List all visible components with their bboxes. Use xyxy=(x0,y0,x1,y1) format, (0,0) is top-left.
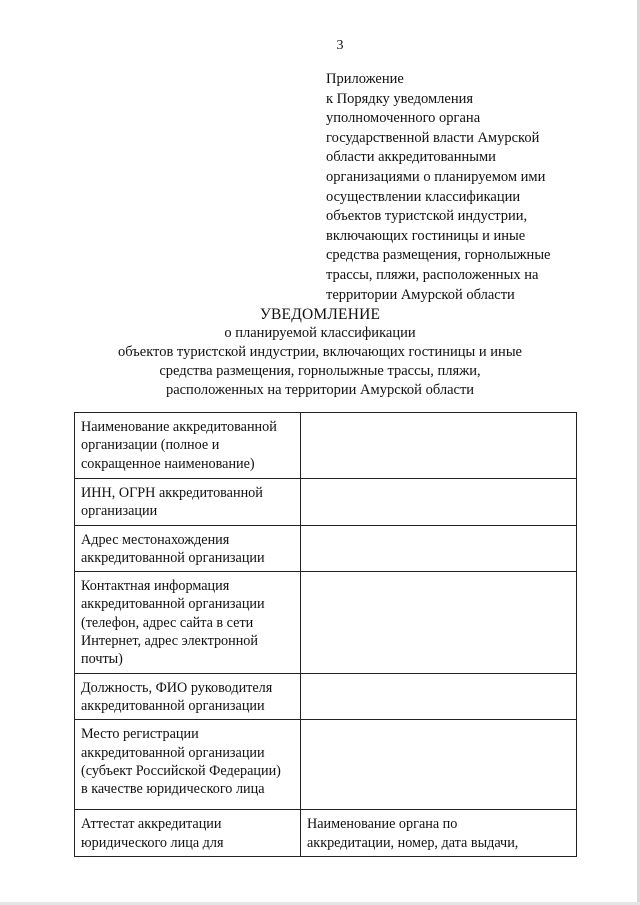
form-table-row xyxy=(75,525,577,572)
document-heading: УВЕДОМЛЕНИЕ xyxy=(259,306,381,323)
field-label-cell xyxy=(75,413,301,479)
field-label-line: аккредитованной организации xyxy=(81,744,265,761)
title-line: о планируемой классификации xyxy=(224,325,416,341)
field-label-line: почты) xyxy=(81,651,123,668)
field-label-line: Аттестат аккредитации xyxy=(81,816,222,833)
field-label-line: Адрес местонахождения xyxy=(81,531,230,548)
form-table-row xyxy=(75,479,577,526)
field-label-line: Место регистрации xyxy=(81,726,199,743)
page-number: 3 xyxy=(336,38,344,53)
form-table-row xyxy=(75,720,577,810)
field-label-line: Контактная информация xyxy=(81,578,230,595)
appendix-block xyxy=(326,70,596,305)
field-label-line: аккредитованной организации xyxy=(81,549,265,566)
field-label-cell xyxy=(75,720,301,810)
form-table-row xyxy=(75,810,577,857)
form-table-row xyxy=(75,673,577,720)
field-label-line: (субъект Российской Федерации) xyxy=(81,762,281,779)
form-table-row xyxy=(75,413,577,479)
appendix-line: включающих гостиницы и иные xyxy=(326,227,526,244)
field-label-line: ИНН, ОГРН аккредитованной xyxy=(81,485,263,501)
field-value-line: Наименование органа по xyxy=(307,816,458,833)
document-title xyxy=(60,305,580,400)
field-value-cell xyxy=(301,572,577,673)
form-table-row xyxy=(75,572,577,673)
appendix-line: организациями о планируемом ими xyxy=(326,168,546,185)
appendix-line: средства размещения, горнолыжные xyxy=(326,247,551,264)
field-label-line: Должность, ФИО руководителя xyxy=(81,679,273,696)
notification-form-table xyxy=(74,412,577,857)
title-line: объектов туристской индустрии, включающих гостиницы и иные xyxy=(118,344,522,360)
appendix-line: объектов туристской индустрии, xyxy=(326,208,528,225)
field-value-cell xyxy=(301,673,577,720)
field-label-line: сокращенное наименование) xyxy=(81,455,255,472)
field-label-line: Наименование аккредитованной xyxy=(81,419,277,435)
appendix-line: к Порядку уведомления xyxy=(326,90,474,107)
field-value-cell xyxy=(301,479,577,526)
field-label-line: организации xyxy=(81,503,158,520)
appendix-line: Приложение xyxy=(326,71,404,87)
field-value-cell xyxy=(301,720,577,810)
field-label-cell xyxy=(75,572,301,673)
field-label-cell xyxy=(75,673,301,720)
field-value-cell xyxy=(301,525,577,572)
field-label-line: в качестве юридического лица xyxy=(81,781,265,798)
field-label-cell xyxy=(75,525,301,572)
title-line: расположенных на территории Амурской области xyxy=(165,382,475,398)
field-value-line: аккредитации, номер, дата выдачи, xyxy=(307,834,519,851)
field-label-line: юридического лица для xyxy=(81,834,224,851)
field-value-cell xyxy=(301,413,577,479)
field-label-line: (телефон, адрес сайта в сети xyxy=(81,614,254,631)
appendix-line: территории Амурской области xyxy=(326,286,515,303)
field-label-line: аккредитованной организации xyxy=(81,596,265,613)
field-value-cell xyxy=(301,810,577,857)
field-label-line: аккредитованной организации xyxy=(81,697,265,714)
field-label-cell xyxy=(75,479,301,526)
appendix-line: области аккредитованными xyxy=(326,149,496,166)
appendix-line: уполномоченного органа xyxy=(326,110,481,127)
appendix-line: государственной власти Амурской xyxy=(326,129,540,146)
appendix-line: трассы, пляжи, расположенных на xyxy=(326,266,539,283)
field-label-cell xyxy=(75,810,301,857)
form-table-body xyxy=(75,413,577,857)
title-line: средства размещения, горнолыжные трассы, пляжи, xyxy=(159,363,481,379)
field-label-line: Интернет, адрес электронной xyxy=(81,633,258,650)
field-label-line: организации (полное и xyxy=(81,437,220,454)
appendix-line: осуществлении классификации xyxy=(326,188,521,205)
